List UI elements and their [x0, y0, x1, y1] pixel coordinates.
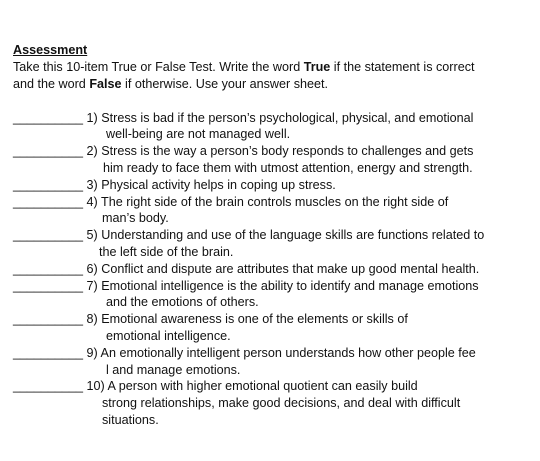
question-item-1 [13, 110, 540, 144]
question-item-6 [13, 261, 540, 278]
question-text: 1) Stress is bad if the person’s psychological, physical, and emotional [83, 110, 474, 125]
answer-blank: __________ [13, 278, 84, 293]
question-text-continued: man’s body. [102, 211, 169, 226]
question-text-continued: and the emotions of others. [106, 295, 259, 310]
assessment-heading: Assessment [13, 43, 88, 57]
question-text: 2) Stress is the way a person’s body responds to challenges and gets [83, 144, 474, 159]
question-item-5 [13, 227, 540, 261]
question-line [13, 227, 540, 244]
question-text: 10) A person with higher emotional quotient can easily build [83, 379, 418, 394]
question-line [13, 110, 540, 127]
question-item-9 [13, 345, 540, 379]
question-item-2 [13, 143, 540, 177]
instructions [13, 59, 540, 93]
question-text: 9) An emotionally intelligent person understands how other people fee [83, 345, 476, 360]
answer-blank: __________ [13, 144, 84, 159]
question-text: 3) Physical activity helps in coping up stress. [83, 177, 336, 192]
answer-blank: __________ [13, 261, 84, 276]
question-line [13, 261, 540, 278]
question-line [13, 143, 540, 160]
question-text: 6) Conflict and dispute are attributes that make up good mental health. [83, 261, 480, 276]
question-text-continued: the left side of the brain. [99, 244, 234, 259]
question-item-7 [13, 278, 540, 312]
question-text: 8) Emotional awareness is one of the elements or skills of [83, 312, 408, 327]
answer-blank: __________ [13, 228, 84, 243]
question-text-continued: strong relationships, make good decisions, and deal with difficult [102, 396, 461, 411]
question-text-continued: him ready to face them with utmost attention, energy and strength. [103, 160, 473, 175]
question-line [13, 194, 540, 211]
answer-blank: __________ [13, 312, 84, 327]
assessment-page [13, 42, 540, 429]
keyword-true: True [303, 60, 331, 74]
answer-blank: __________ [13, 345, 84, 360]
question-line [13, 177, 540, 194]
answer-blank: __________ [13, 177, 84, 192]
question-line [13, 378, 540, 395]
instructions-line-1 [13, 59, 540, 76]
question-text-continued: emotional intelligence. [106, 328, 231, 343]
question-text: 5) Understanding and use of the language skills are functions related to [83, 228, 485, 243]
question-item-10 [13, 378, 540, 428]
question-item-3 [13, 177, 540, 194]
question-text-continued: situations. [102, 412, 159, 427]
question-item-8 [13, 311, 540, 345]
question-line [13, 311, 540, 328]
instructions-text: if otherwise. Use your answer sheet. [121, 76, 329, 91]
question-item-4 [13, 194, 540, 228]
question-text-continued: well-being are not managed well. [106, 127, 291, 142]
instructions-text: Take this 10-item True or False Test. Write the word [13, 60, 304, 74]
instructions-text: if the statement is correct [330, 60, 475, 74]
answer-blank: __________ [13, 194, 84, 209]
instructions-line-2 [13, 76, 540, 93]
question-list [13, 110, 540, 429]
instructions-text: and the word [13, 76, 90, 91]
question-line [13, 278, 540, 295]
keyword-false: False [89, 76, 122, 91]
question-text: 4) The right side of the brain controls muscles on the right side of [83, 194, 449, 209]
question-text: 7) Emotional intelligence is the ability to identify and manage emotions [83, 278, 479, 293]
question-text-continued: l and manage emotions. [106, 362, 241, 377]
question-line [13, 345, 540, 362]
answer-blank: __________ [13, 110, 84, 125]
answer-blank: __________ [13, 379, 84, 394]
